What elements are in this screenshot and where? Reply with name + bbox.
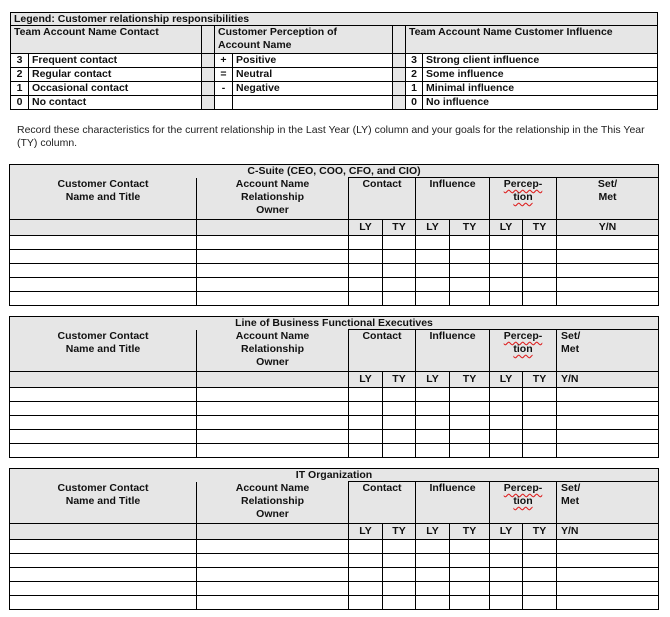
table-row <box>10 250 659 264</box>
subheader-influence-ly: LY <box>416 220 450 236</box>
cell-influence-ty[interactable] <box>450 568 490 582</box>
section-title: C-Suite (CEO, COO, CFO, and CIO) <box>10 165 659 178</box>
cell-influence-ty[interactable] <box>450 596 490 610</box>
relationship-table <box>9 164 659 306</box>
table-row <box>10 554 659 568</box>
cell-perception-ty[interactable] <box>523 416 557 430</box>
cell-contact-name[interactable] <box>10 264 197 278</box>
cell-influence-ty[interactable] <box>450 430 490 444</box>
cell-set-met[interactable] <box>557 444 659 458</box>
cell-contact-name[interactable] <box>10 416 197 430</box>
subheader-perception-ty: TY <box>523 220 557 236</box>
cell-contact-ty[interactable] <box>383 430 416 444</box>
cell-owner[interactable] <box>197 596 349 610</box>
col-header-contact-name: Customer Contact Name and Title <box>10 482 197 524</box>
legend-row <box>11 96 658 110</box>
cell-contact-name[interactable] <box>10 236 197 250</box>
cell-perception-ty[interactable] <box>523 236 557 250</box>
col-header-contact-name: Customer Contact Name and Title <box>10 330 197 372</box>
cell-contact-ly[interactable] <box>349 582 383 596</box>
table-row <box>10 416 659 430</box>
legend-spacer <box>393 26 406 54</box>
legend-influence-header: Team Account Name Customer Influence <box>406 26 658 54</box>
relationship-table <box>9 468 659 610</box>
subheader-influence-ty: TY <box>450 220 490 236</box>
legend-title: Legend: Customer relationship responsibilities <box>11 13 658 26</box>
cell-contact-ly[interactable] <box>349 568 383 582</box>
legend-spacer <box>202 26 215 54</box>
contact-label: Frequent contact <box>29 54 202 68</box>
col-header-perception: Percep- tion <box>490 482 557 524</box>
cell-perception-ty[interactable] <box>523 250 557 264</box>
cell-contact-ty[interactable] <box>383 596 416 610</box>
subheader-set-met-yn: Y/N <box>557 372 659 388</box>
subheader-contact-ly: LY <box>349 524 383 540</box>
cell-set-met[interactable] <box>557 292 659 306</box>
cell-perception-ly[interactable] <box>490 416 523 430</box>
table-row <box>10 596 659 610</box>
cell-influence-ty[interactable] <box>450 402 490 416</box>
contact-label: Regular contact <box>29 68 202 82</box>
subheader-perception-ty: TY <box>523 524 557 540</box>
section-title: IT Organization <box>10 469 659 482</box>
cell-contact-name[interactable] <box>10 250 197 264</box>
influence-code: 0 <box>406 96 423 110</box>
cell-contact-ty[interactable] <box>383 568 416 582</box>
legend-perception-header: Customer Perception of Account Name <box>215 26 393 54</box>
cell-influence-ly[interactable] <box>416 402 450 416</box>
cell-contact-ty[interactable] <box>383 388 416 402</box>
col-header-set-met: Set/ Met <box>557 178 659 220</box>
contact-code: 0 <box>11 96 29 110</box>
perception-label <box>233 96 393 110</box>
perception-code: = <box>215 68 233 82</box>
subheader-set-met-yn: Y/N <box>557 524 659 540</box>
cell-contact-ty[interactable] <box>383 402 416 416</box>
perception-code: + <box>215 54 233 68</box>
cell-perception-ly[interactable] <box>490 264 523 278</box>
col-header-influence: Influence <box>416 330 490 372</box>
table-row <box>10 582 659 596</box>
cell-influence-ty[interactable] <box>450 444 490 458</box>
cell-set-met[interactable] <box>557 416 659 430</box>
cell-set-met[interactable] <box>557 430 659 444</box>
subheader-blank <box>10 220 197 236</box>
cell-influence-ly[interactable] <box>416 582 450 596</box>
cell-contact-name[interactable] <box>10 568 197 582</box>
subheader-perception-ty: TY <box>523 372 557 388</box>
col-header-owner: Account Name Relationship Owner <box>197 178 349 220</box>
influence-code: 1 <box>406 82 423 96</box>
cell-influence-ly[interactable] <box>416 292 450 306</box>
contact-label: Occasional contact <box>29 82 202 96</box>
cell-set-met[interactable] <box>557 540 659 554</box>
col-header-contact: Contact <box>349 178 416 220</box>
instruction-text: Record these characteristics for the current relationship in the Last Year (LY) column and your goals for the relationship in the This Year (TY) column. <box>17 124 645 149</box>
cell-set-met[interactable] <box>557 388 659 402</box>
cell-influence-ty[interactable] <box>450 554 490 568</box>
table-row <box>10 402 659 416</box>
legend-row <box>11 82 658 96</box>
cell-perception-ty[interactable] <box>523 444 557 458</box>
cell-set-met[interactable] <box>557 402 659 416</box>
cell-owner[interactable] <box>197 540 349 554</box>
cell-contact-ly[interactable] <box>349 388 383 402</box>
subheader-contact-ly: LY <box>349 220 383 236</box>
cell-contact-ly[interactable] <box>349 596 383 610</box>
col-header-contact: Contact <box>349 482 416 524</box>
table-row <box>10 540 659 554</box>
influence-label: Some influence <box>423 68 658 82</box>
cell-influence-ly[interactable] <box>416 444 450 458</box>
influence-code: 3 <box>406 54 423 68</box>
cell-perception-ly[interactable] <box>490 582 523 596</box>
subheader-influence-ty: TY <box>450 372 490 388</box>
cell-contact-ly[interactable] <box>349 264 383 278</box>
col-header-influence: Influence <box>416 178 490 220</box>
legend-contact-header: Team Account Name Contact <box>11 26 202 54</box>
influence-label: No influence <box>423 96 658 110</box>
col-header-owner: Account Name Relationship Owner <box>197 330 349 372</box>
cell-contact-name[interactable] <box>10 582 197 596</box>
col-header-perception: Percep- tion <box>490 178 557 220</box>
cell-set-met[interactable] <box>557 582 659 596</box>
perception-code: - <box>215 82 233 96</box>
cell-influence-ty[interactable] <box>450 236 490 250</box>
perception-label: Positive <box>233 54 393 68</box>
cell-perception-ly[interactable] <box>490 388 523 402</box>
cell-set-met[interactable] <box>557 568 659 582</box>
cell-influence-ty[interactable] <box>450 582 490 596</box>
contact-code: 1 <box>11 82 29 96</box>
cell-perception-ty[interactable] <box>523 540 557 554</box>
cell-influence-ly[interactable] <box>416 388 450 402</box>
subheader-perception-ly: LY <box>490 372 523 388</box>
subheader-contact-ty: TY <box>383 524 416 540</box>
cell-influence-ly[interactable] <box>416 540 450 554</box>
cell-set-met[interactable] <box>557 236 659 250</box>
col-header-influence: Influence <box>416 482 490 524</box>
cell-contact-ly[interactable] <box>349 430 383 444</box>
perception-label: Negative <box>233 82 393 96</box>
cell-influence-ty[interactable] <box>450 250 490 264</box>
subheader-blank <box>197 524 349 540</box>
cell-contact-ty[interactable] <box>383 540 416 554</box>
cell-contact-name[interactable] <box>10 554 197 568</box>
cell-contact-ly[interactable] <box>349 416 383 430</box>
cell-set-met[interactable] <box>557 250 659 264</box>
subheader-blank <box>10 372 197 388</box>
cell-influence-ly[interactable] <box>416 554 450 568</box>
cell-contact-name[interactable] <box>10 444 197 458</box>
cell-contact-ty[interactable] <box>383 416 416 430</box>
cell-perception-ly[interactable] <box>490 236 523 250</box>
cell-set-met[interactable] <box>557 278 659 292</box>
col-header-contact-name: Customer Contact Name and Title <box>10 178 197 220</box>
cell-contact-ty[interactable] <box>383 236 416 250</box>
cell-contact-ly[interactable] <box>349 278 383 292</box>
cell-owner[interactable] <box>197 444 349 458</box>
influence-label: Strong client influence <box>423 54 658 68</box>
cell-contact-ty[interactable] <box>383 250 416 264</box>
cell-contact-ly[interactable] <box>349 540 383 554</box>
cell-influence-ty[interactable] <box>450 278 490 292</box>
subheader-blank <box>197 372 349 388</box>
cell-perception-ly[interactable] <box>490 596 523 610</box>
subheader-blank <box>197 220 349 236</box>
subheader-set-met-yn: Y/N <box>557 220 659 236</box>
cell-influence-ly[interactable] <box>416 264 450 278</box>
cell-perception-ly[interactable] <box>490 430 523 444</box>
cell-contact-ty[interactable] <box>383 582 416 596</box>
perception-label: Neutral <box>233 68 393 82</box>
cell-contact-ty[interactable] <box>383 292 416 306</box>
cell-perception-ly[interactable] <box>490 554 523 568</box>
contact-label: No contact <box>29 96 202 110</box>
cell-contact-ly[interactable] <box>349 554 383 568</box>
cell-contact-ty[interactable] <box>383 278 416 292</box>
subheader-influence-ly: LY <box>416 372 450 388</box>
cell-contact-name[interactable] <box>10 388 197 402</box>
subheader-perception-ly: LY <box>490 220 523 236</box>
cell-influence-ty[interactable] <box>450 388 490 402</box>
relationship-table <box>9 316 659 458</box>
influence-code: 2 <box>406 68 423 82</box>
cell-owner[interactable] <box>197 582 349 596</box>
cell-perception-ty[interactable] <box>523 292 557 306</box>
col-header-contact: Contact <box>349 330 416 372</box>
cell-perception-ty[interactable] <box>523 554 557 568</box>
cell-influence-ty[interactable] <box>450 416 490 430</box>
cell-contact-name[interactable] <box>10 278 197 292</box>
cell-owner[interactable] <box>197 402 349 416</box>
cell-influence-ly[interactable] <box>416 596 450 610</box>
subheader-contact-ly: LY <box>349 372 383 388</box>
cell-perception-ly[interactable] <box>490 568 523 582</box>
legend-table <box>10 12 658 110</box>
cell-contact-ly[interactable] <box>349 292 383 306</box>
cell-influence-ly[interactable] <box>416 416 450 430</box>
table-row <box>10 568 659 582</box>
cell-contact-name[interactable] <box>10 540 197 554</box>
cell-perception-ty[interactable] <box>523 388 557 402</box>
cell-perception-ly[interactable] <box>490 402 523 416</box>
cell-perception-ty[interactable] <box>523 568 557 582</box>
cell-perception-ly[interactable] <box>490 540 523 554</box>
section-title: Line of Business Functional Executives <box>10 317 659 330</box>
table-row <box>10 388 659 402</box>
cell-influence-ty[interactable] <box>450 264 490 278</box>
cell-owner[interactable] <box>197 568 349 582</box>
cell-set-met[interactable] <box>557 596 659 610</box>
cell-perception-ty[interactable] <box>523 278 557 292</box>
cell-owner[interactable] <box>197 416 349 430</box>
cell-contact-name[interactable] <box>10 292 197 306</box>
table-row <box>10 430 659 444</box>
cell-influence-ly[interactable] <box>416 568 450 582</box>
cell-owner[interactable] <box>197 388 349 402</box>
legend-row <box>11 54 658 68</box>
col-header-perception: Percep- tion <box>490 330 557 372</box>
cell-perception-ty[interactable] <box>523 430 557 444</box>
cell-influence-ly[interactable] <box>416 278 450 292</box>
col-header-set-met: Set/ Met <box>557 482 659 524</box>
contact-code: 2 <box>11 68 29 82</box>
cell-influence-ly[interactable] <box>416 236 450 250</box>
cell-contact-name[interactable] <box>10 596 197 610</box>
table-row <box>10 236 659 250</box>
table-row <box>10 292 659 306</box>
perception-code <box>215 96 233 110</box>
contact-code: 3 <box>11 54 29 68</box>
cell-contact-ly[interactable] <box>349 236 383 250</box>
cell-owner[interactable] <box>197 430 349 444</box>
cell-contact-name[interactable] <box>10 430 197 444</box>
cell-influence-ly[interactable] <box>416 250 450 264</box>
cell-perception-ly[interactable] <box>490 250 523 264</box>
cell-owner[interactable] <box>197 554 349 568</box>
cell-perception-ly[interactable] <box>490 292 523 306</box>
cell-contact-ty[interactable] <box>383 264 416 278</box>
cell-owner[interactable] <box>197 278 349 292</box>
subheader-influence-ty: TY <box>450 524 490 540</box>
subheader-perception-ly: LY <box>490 524 523 540</box>
cell-perception-ty[interactable] <box>523 582 557 596</box>
legend-row <box>11 68 658 82</box>
cell-influence-ty[interactable] <box>450 292 490 306</box>
cell-owner[interactable] <box>197 292 349 306</box>
cell-contact-name[interactable] <box>10 402 197 416</box>
cell-set-met[interactable] <box>557 554 659 568</box>
subheader-blank <box>10 524 197 540</box>
cell-perception-ly[interactable] <box>490 278 523 292</box>
table-row <box>10 444 659 458</box>
cell-owner[interactable] <box>197 250 349 264</box>
cell-perception-ty[interactable] <box>523 264 557 278</box>
cell-perception-ty[interactable] <box>523 596 557 610</box>
cell-influence-ly[interactable] <box>416 430 450 444</box>
col-header-owner: Account Name Relationship Owner <box>197 482 349 524</box>
subheader-contact-ty: TY <box>383 220 416 236</box>
cell-contact-ly[interactable] <box>349 402 383 416</box>
cell-owner[interactable] <box>197 264 349 278</box>
cell-contact-ty[interactable] <box>383 444 416 458</box>
cell-perception-ly[interactable] <box>490 444 523 458</box>
cell-perception-ty[interactable] <box>523 402 557 416</box>
cell-set-met[interactable] <box>557 264 659 278</box>
table-row <box>10 278 659 292</box>
cell-influence-ty[interactable] <box>450 540 490 554</box>
cell-contact-ly[interactable] <box>349 444 383 458</box>
cell-contact-ty[interactable] <box>383 554 416 568</box>
subheader-influence-ly: LY <box>416 524 450 540</box>
cell-owner[interactable] <box>197 236 349 250</box>
subheader-contact-ty: TY <box>383 372 416 388</box>
table-row <box>10 264 659 278</box>
cell-contact-ly[interactable] <box>349 250 383 264</box>
influence-label: Minimal influence <box>423 82 658 96</box>
col-header-set-met: Set/ Met <box>557 330 659 372</box>
